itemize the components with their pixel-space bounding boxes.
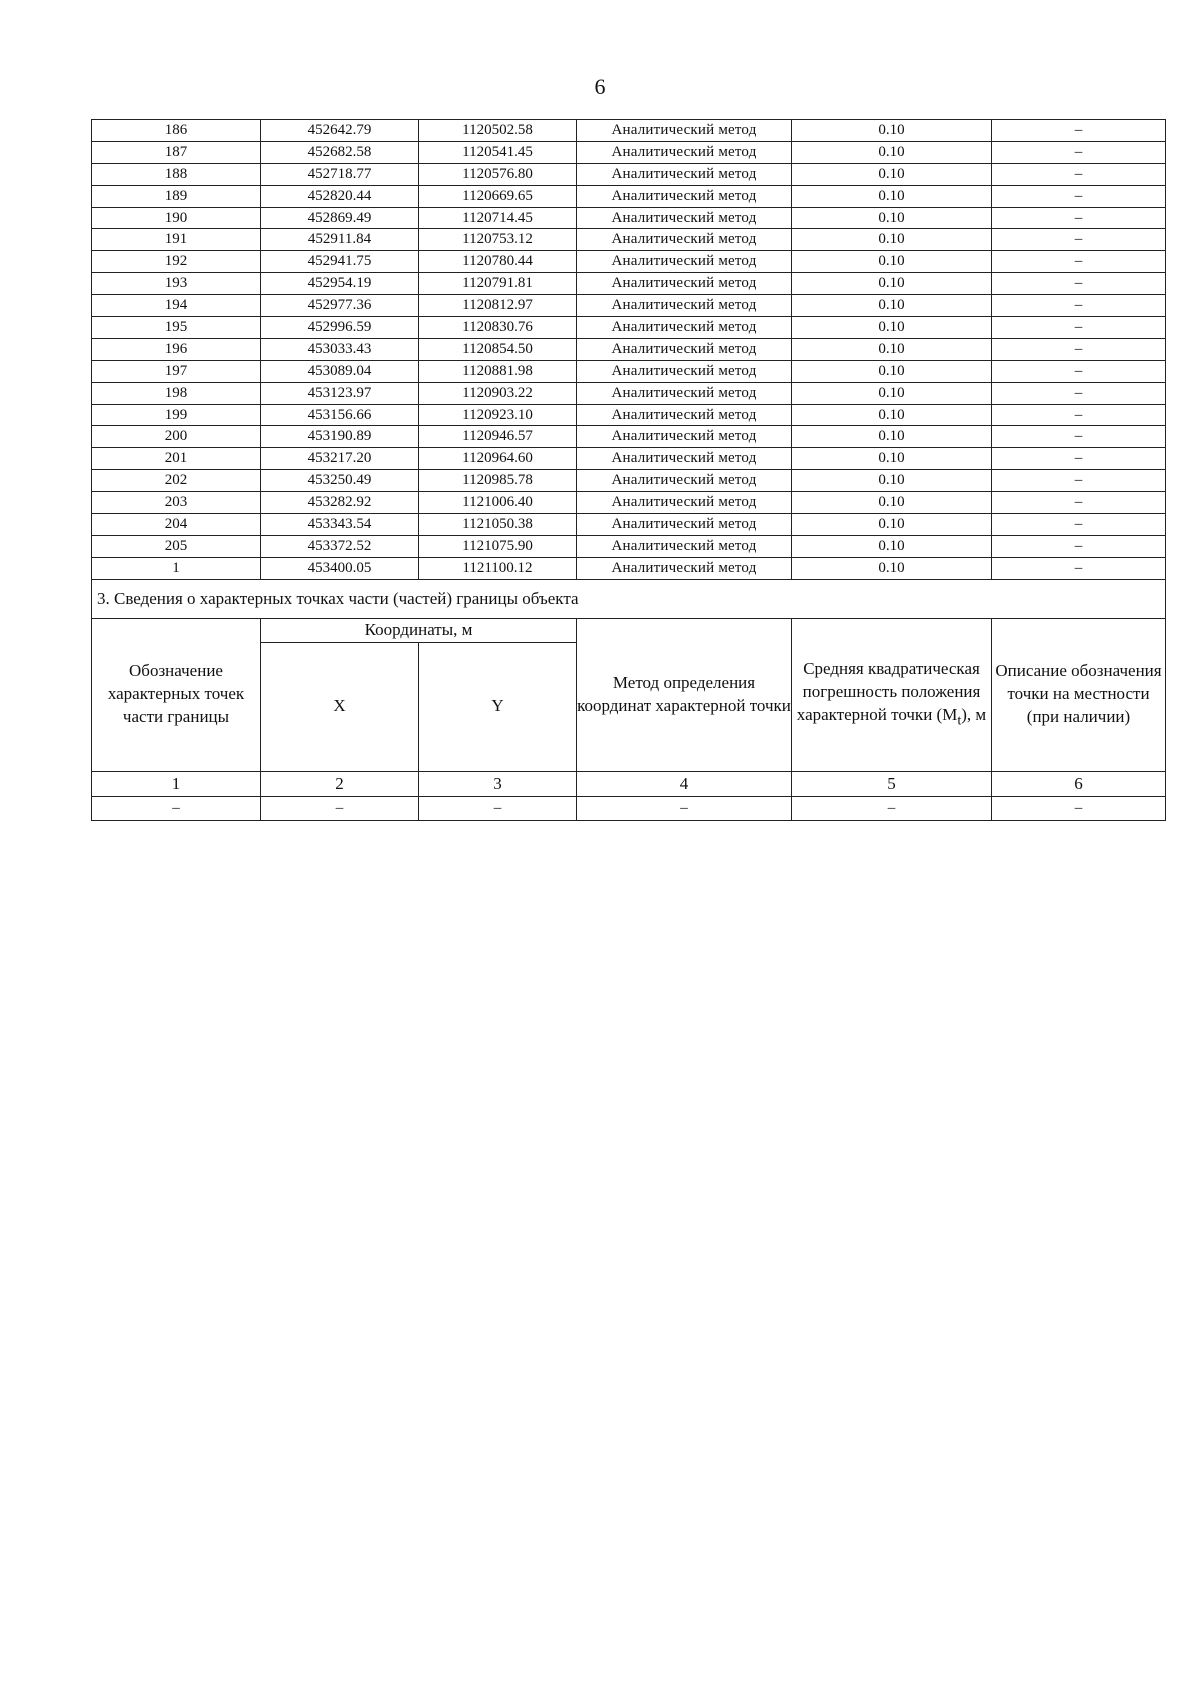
method-cell: Аналитический метод	[577, 229, 792, 251]
error-cell: 0.10	[792, 163, 992, 185]
point-cell: 199	[92, 404, 261, 426]
table-row	[92, 535, 1166, 557]
table-row	[92, 163, 1166, 185]
description-cell: –	[992, 163, 1166, 185]
method-cell: Аналитический метод	[577, 207, 792, 229]
table-row	[92, 470, 1166, 492]
description-header: Описание обозначения точки на местности (при наличии)	[992, 618, 1166, 771]
error-cell: 0.10	[792, 251, 992, 273]
method-cell: Аналитический метод	[577, 120, 792, 142]
description-cell: –	[992, 229, 1166, 251]
point-cell: 204	[92, 514, 261, 536]
description-cell: –	[992, 470, 1166, 492]
description-cell: –	[992, 251, 1166, 273]
error-cell: 0.10	[792, 273, 992, 295]
error-cell: 0.10	[792, 382, 992, 404]
y-cell: 1120780.44	[419, 251, 577, 273]
x-cell: 452718.77	[261, 163, 419, 185]
method-cell: Аналитический метод	[577, 185, 792, 207]
x-cell: 453033.43	[261, 338, 419, 360]
error-cell: 0.10	[792, 492, 992, 514]
method-cell: Аналитический метод	[577, 426, 792, 448]
method-cell: Аналитический метод	[577, 535, 792, 557]
error-cell: 0.10	[792, 470, 992, 492]
table-row	[92, 514, 1166, 536]
x-cell: 452977.36	[261, 295, 419, 317]
y-header: Y	[419, 642, 577, 771]
error-cell: 0.10	[792, 557, 992, 579]
table-row	[92, 251, 1166, 273]
coordinates-table-body	[92, 120, 1166, 821]
table-row	[92, 273, 1166, 295]
description-cell: –	[992, 557, 1166, 579]
method-cell: Аналитический метод	[577, 514, 792, 536]
point-cell: 205	[92, 535, 261, 557]
description-cell: –	[992, 448, 1166, 470]
designation-header: Обозначение характерных точек части границы	[92, 618, 261, 771]
column-number: 4	[577, 771, 792, 796]
x-cell: 453343.54	[261, 514, 419, 536]
description-cell: –	[992, 360, 1166, 382]
column-number: 3	[419, 771, 577, 796]
error-cell: 0.10	[792, 448, 992, 470]
empty-cell: –	[419, 796, 577, 820]
error-cell: 0.10	[792, 338, 992, 360]
method-cell: Аналитический метод	[577, 338, 792, 360]
empty-cell: –	[261, 796, 419, 820]
table-row	[92, 229, 1166, 251]
x-cell: 452941.75	[261, 251, 419, 273]
error-cell: 0.10	[792, 360, 992, 382]
description-cell: –	[992, 207, 1166, 229]
description-cell: –	[992, 141, 1166, 163]
table-row	[92, 207, 1166, 229]
y-cell: 1120541.45	[419, 141, 577, 163]
y-cell: 1121006.40	[419, 492, 577, 514]
x-cell: 452911.84	[261, 229, 419, 251]
table-row	[92, 338, 1166, 360]
boundary-points-table	[91, 119, 1166, 821]
empty-data-row	[92, 796, 1166, 820]
y-cell: 1120946.57	[419, 426, 577, 448]
table-row	[92, 404, 1166, 426]
y-cell: 1121075.90	[419, 535, 577, 557]
y-cell: 1120791.81	[419, 273, 577, 295]
method-cell: Аналитический метод	[577, 492, 792, 514]
method-header: Метод определения координат характерной точки	[577, 618, 792, 771]
description-cell: –	[992, 514, 1166, 536]
y-cell: 1121050.38	[419, 514, 577, 536]
error-cell: 0.10	[792, 404, 992, 426]
description-cell: –	[992, 382, 1166, 404]
table-row	[92, 360, 1166, 382]
table-row	[92, 492, 1166, 514]
y-cell: 1120881.98	[419, 360, 577, 382]
section-title-row	[92, 579, 1166, 618]
y-cell: 1121100.12	[419, 557, 577, 579]
description-cell: –	[992, 535, 1166, 557]
point-cell: 190	[92, 207, 261, 229]
x-cell: 452820.44	[261, 185, 419, 207]
coordinates-header: Координаты, м	[261, 618, 577, 642]
description-cell: –	[992, 120, 1166, 142]
description-cell: –	[992, 338, 1166, 360]
point-cell: 189	[92, 185, 261, 207]
y-cell: 1120985.78	[419, 470, 577, 492]
method-cell: Аналитический метод	[577, 404, 792, 426]
error-header	[792, 618, 992, 771]
column-number-row	[92, 771, 1166, 796]
table-row	[92, 317, 1166, 339]
x-cell: 453400.05	[261, 557, 419, 579]
method-cell: Аналитический метод	[577, 251, 792, 273]
y-cell: 1120753.12	[419, 229, 577, 251]
point-cell: 196	[92, 338, 261, 360]
method-cell: Аналитический метод	[577, 141, 792, 163]
method-cell: Аналитический метод	[577, 470, 792, 492]
method-cell: Аналитический метод	[577, 273, 792, 295]
x-cell: 452869.49	[261, 207, 419, 229]
point-cell: 193	[92, 273, 261, 295]
error-header-tail: ), м	[961, 705, 987, 725]
y-cell: 1120923.10	[419, 404, 577, 426]
error-cell: 0.10	[792, 295, 992, 317]
method-cell: Аналитический метод	[577, 557, 792, 579]
table-row	[92, 426, 1166, 448]
y-cell: 1120903.22	[419, 382, 577, 404]
description-cell: –	[992, 185, 1166, 207]
point-cell: 195	[92, 317, 261, 339]
description-cell: –	[992, 426, 1166, 448]
x-cell: 453123.97	[261, 382, 419, 404]
x-cell: 452642.79	[261, 120, 419, 142]
column-number: 6	[992, 771, 1166, 796]
point-cell: 200	[92, 426, 261, 448]
empty-cell: –	[577, 796, 792, 820]
x-cell: 453156.66	[261, 404, 419, 426]
description-cell: –	[992, 317, 1166, 339]
x-cell: 453282.92	[261, 492, 419, 514]
table-row	[92, 448, 1166, 470]
table-row	[92, 185, 1166, 207]
x-cell: 452954.19	[261, 273, 419, 295]
table-row	[92, 120, 1166, 142]
table-row	[92, 295, 1166, 317]
method-cell: Аналитический метод	[577, 295, 792, 317]
table-row	[92, 141, 1166, 163]
point-cell: 1	[92, 557, 261, 579]
point-cell: 187	[92, 141, 261, 163]
description-cell: –	[992, 295, 1166, 317]
column-number: 1	[92, 771, 261, 796]
point-cell: 191	[92, 229, 261, 251]
y-cell: 1120812.97	[419, 295, 577, 317]
method-cell: Аналитический метод	[577, 163, 792, 185]
page-number: 6	[594, 74, 606, 99]
x-cell: 453190.89	[261, 426, 419, 448]
table-row	[92, 557, 1166, 579]
error-cell: 0.10	[792, 185, 992, 207]
point-cell: 198	[92, 382, 261, 404]
error-header-text: Средняя квадратическая погрешность положения характерной точки (M	[796, 659, 981, 725]
method-cell: Аналитический метод	[577, 360, 792, 382]
point-cell: 197	[92, 360, 261, 382]
y-cell: 1120830.76	[419, 317, 577, 339]
x-header: X	[261, 642, 419, 771]
error-header-subscript: t	[957, 712, 962, 729]
column-number: 2	[261, 771, 419, 796]
error-cell: 0.10	[792, 229, 992, 251]
x-cell: 452996.59	[261, 317, 419, 339]
description-cell: –	[992, 273, 1166, 295]
column-number: 5	[792, 771, 992, 796]
x-cell: 453372.52	[261, 535, 419, 557]
x-cell: 453250.49	[261, 470, 419, 492]
empty-cell: –	[792, 796, 992, 820]
error-cell: 0.10	[792, 141, 992, 163]
method-cell: Аналитический метод	[577, 382, 792, 404]
error-cell: 0.10	[792, 207, 992, 229]
empty-cell: –	[92, 796, 261, 820]
description-cell: –	[992, 492, 1166, 514]
point-cell: 186	[92, 120, 261, 142]
error-cell: 0.10	[792, 535, 992, 557]
point-cell: 201	[92, 448, 261, 470]
description-cell: –	[992, 404, 1166, 426]
y-cell: 1120964.60	[419, 448, 577, 470]
x-cell: 452682.58	[261, 141, 419, 163]
error-cell: 0.10	[792, 426, 992, 448]
method-cell: Аналитический метод	[577, 317, 792, 339]
y-cell: 1120714.45	[419, 207, 577, 229]
y-cell: 1120669.65	[419, 185, 577, 207]
section-title: 3. Сведения о характерных точках части (частей) границы объекта	[92, 579, 1166, 618]
section-header-row	[92, 618, 1166, 642]
error-cell: 0.10	[792, 120, 992, 142]
y-cell: 1120854.50	[419, 338, 577, 360]
table-row	[92, 382, 1166, 404]
point-cell: 202	[92, 470, 261, 492]
method-cell: Аналитический метод	[577, 448, 792, 470]
error-cell: 0.10	[792, 317, 992, 339]
empty-cell: –	[992, 796, 1166, 820]
point-cell: 194	[92, 295, 261, 317]
point-cell: 188	[92, 163, 261, 185]
y-cell: 1120502.58	[419, 120, 577, 142]
point-cell: 192	[92, 251, 261, 273]
error-cell: 0.10	[792, 514, 992, 536]
x-cell: 453089.04	[261, 360, 419, 382]
point-cell: 203	[92, 492, 261, 514]
x-cell: 453217.20	[261, 448, 419, 470]
y-cell: 1120576.80	[419, 163, 577, 185]
